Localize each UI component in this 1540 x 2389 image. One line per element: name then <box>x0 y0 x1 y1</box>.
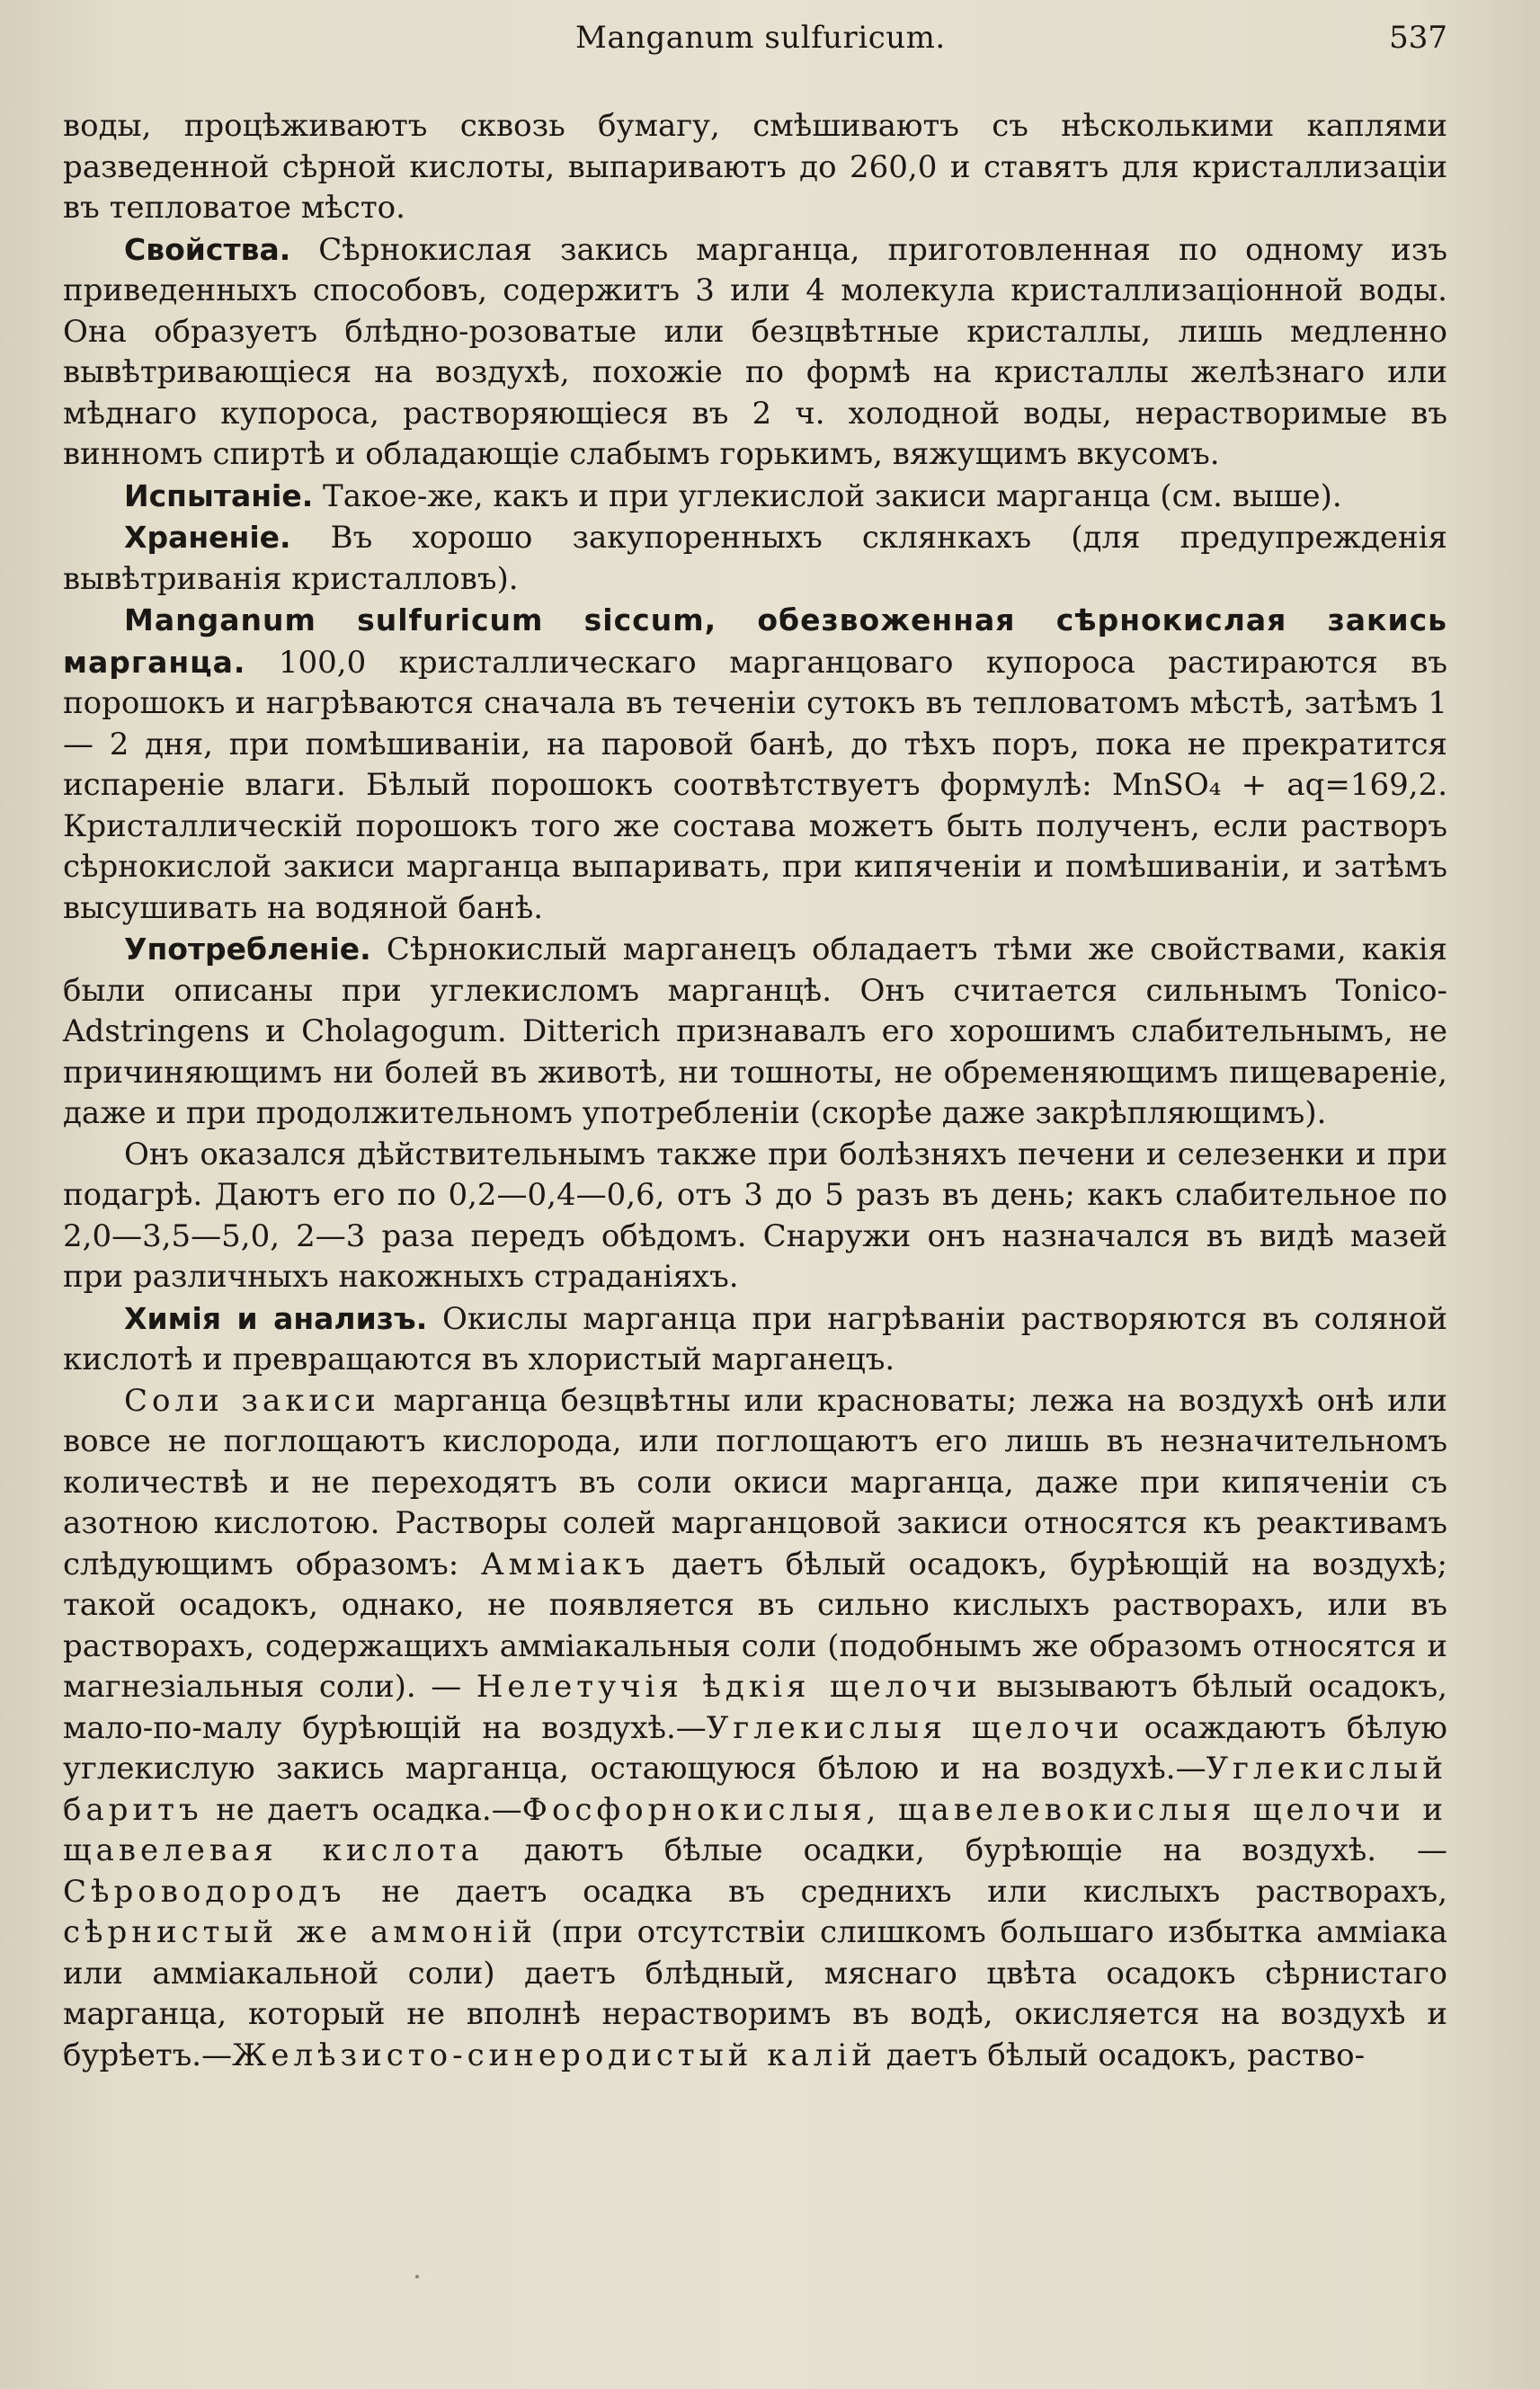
paper-speck <box>415 2275 419 2278</box>
paragraph-usage <box>63 929 1447 1135</box>
spaced-term: Фосфорнокислыя, щавелевокислыя щелочи и щавелевая кислота <box>63 1791 1447 1868</box>
section-heading-properties: Свойства. <box>124 231 291 267</box>
spaced-term: Нелетучія ѣдкія щелочи <box>476 1669 982 1705</box>
paragraph-properties <box>63 229 1447 476</box>
paragraph-testing <box>63 476 1447 518</box>
running-title: Manganum sulfuricum. <box>575 20 946 56</box>
spaced-term: Соли закиси <box>124 1382 380 1419</box>
paragraph-text: Сѣрнокислая закись марганца, приготовленная по одному изъ приведенныхъ способовъ, содержитъ 3 или 4 молекула кристаллизаціонной воды. Она образуетъ блѣдно-розоватые или безцвѣтные кристаллы, лишь медленно вывѣтривающіеся на воздухѣ, похожіе по формѣ на кристаллы желѣзнаго или мѣднаго купороса, растворяющіеся въ 2 ч. холодной воды, нерастворимые въ винномъ спиртѣ и обладающіе слабымъ горькимъ, вяжущимъ вкусомъ. <box>63 231 1447 472</box>
paragraph-text: марганца безцвѣтны или красноваты; лежа на воздухѣ онѣ или вовсе не поглощаютъ кислорода, или поглощаютъ его лишь въ незначительномъ количествѣ и не переходятъ въ соли окиси марганца, даже при кипяченіи съ азотною кислотою. Растворы солей марганцовой закиси относятся къ реактивамъ слѣдующимъ образомъ: <box>63 1382 1447 1582</box>
section-heading-storage: Храненіе. <box>124 520 291 555</box>
paragraph-text: даетъ бѣлый осадокъ, бурѣющій на воздухѣ; такой осадокъ, однако, не появляется въ сильно кислыхъ растворахъ, или въ растворахъ, содержащихъ амміакальныя соли (подобнымъ же образомъ относятся и магнезіальныя соли). — <box>63 1546 1447 1705</box>
section-heading-testing: Испытаніе. <box>124 477 314 513</box>
spaced-term: Углекислый баритъ <box>63 1751 1447 1828</box>
spaced-term: Желѣзисто-синеродистый калій <box>232 2037 877 2073</box>
paragraph-text: не даетъ осадка въ среднихъ или кислыхъ растворахъ, <box>345 1873 1447 1910</box>
page-header <box>63 20 1447 65</box>
paragraph-dosage: Онъ оказался дѣйствительнымъ также при болѣзняхъ печени и селезенки и при подагрѣ. Даютъ его по 0,2—0,4—0,6, отъ 3 до 5 разъ въ день; какъ слабительное по 2,0—3,5—5,0, 2—3 раза передъ обѣдомъ. Снаружи онъ назначался въ видѣ мазей при различныхъ накожныхъ страданіяхъ. <box>63 1136 1447 1295</box>
spaced-term: Амміакъ <box>480 1546 650 1582</box>
paragraph-text: даетъ бѣлый осадокъ, раство- <box>876 2037 1366 2073</box>
paragraph-text: вызываютъ бѣлый осадокъ, мало-по-малу бурѣющій на воздухѣ.— <box>63 1669 1447 1746</box>
section-heading-usage: Употребленіе. <box>124 932 371 967</box>
paragraph-siccum <box>63 600 1447 929</box>
paragraph-reactions <box>63 1381 1447 2077</box>
spaced-term: Углекислыя щелочи <box>706 1709 1124 1746</box>
article-body <box>63 106 1447 2076</box>
paragraph-text: осаждаютъ бѣлую углекислую закись марганца, остающуюся бѣлою и на воздухѣ.— <box>63 1709 1447 1787</box>
paragraph-text: (при отсутствіи слишкомъ большаго избытка амміака или амміакальной соли) даетъ блѣдный, мяснаго цвѣта осадокъ сѣрнистаго марганца, который не вполнѣ нерастворимъ въ водѣ, окисляется на воздухѣ и бурѣетъ.— <box>63 1914 1447 2073</box>
spaced-term: сѣрнистый же аммоній <box>63 1914 537 1950</box>
paragraph-text: не даетъ осадка.— <box>202 1791 522 1828</box>
paragraph-text: Окислы марганца при нагрѣваніи растворяются въ соляной кислотѣ и превращаются въ хлористый марганецъ. <box>63 1300 1447 1377</box>
paragraph-text: Такое-же, какъ и при углекислой закиси марганца (см. выше). <box>313 477 1342 514</box>
paragraph-continuation: воды, процѣживаютъ сквозь бумагу, смѣшиваютъ съ нѣсколькими каплями разведенной сѣрной кислоты, выпариваютъ до 260,0 и ставятъ для кристаллизаціи въ тепловатое мѣсто. <box>63 108 1447 226</box>
page-number: 537 <box>1389 20 1447 56</box>
paragraph-text: 100,0 кристаллическаго марганцоваго купороса растираются въ порошокъ и нагрѣваются сначала въ теченіи сутокъ въ тепловатомъ мѣстѣ, затѣмъ 1 — 2 дня, при помѣшиваніи, на паровой банѣ, до тѣхъ поръ, пока не прекратится испареніе влаги. Бѣлый порошокъ соотвѣтствуетъ формулѣ: MnSO₄ + aq=169,2. Кристаллическій порошокъ того же состава можетъ быть полученъ, если растворъ сѣрнокислой закиси марганца выпаривать, при кипяченіи и помѣшиваніи, и затѣмъ высушивать на водяной банѣ. <box>63 644 1447 926</box>
paragraph-chemistry <box>63 1298 1447 1381</box>
paragraph-text: Въ хорошо закупоренныхъ склянкахъ (для предупрежденія вывѣтриванія кристалловъ). <box>63 520 1447 597</box>
section-heading-chemistry: Химія и анализъ. <box>124 1300 428 1336</box>
paragraph-text: даютъ бѣлые осадки, бурѣющіе на воздухѣ. — <box>483 1832 1447 1868</box>
paragraph-storage <box>63 517 1447 600</box>
section-heading-siccum: Manganum sulfuricum siccum, обезвоженная сѣрнокислая закись марганца. <box>63 602 1447 680</box>
spaced-term: Сѣроводородъ <box>63 1873 346 1910</box>
paragraph-text: Сѣрнокислый марганецъ обладаетъ тѣми же свойствами, какія были описаны при углекисломъ марганцѣ. Онъ считается сильнымъ Tonico-Adstringens и Cholagogum. Ditterich признавалъ его хорошимъ слабительнымъ, не причиняющимъ ни болей въ животѣ, ни тошноты, не обременяющимъ пищевареніе, даже и при продолжительномъ употребленіи (скорѣе даже закрѣпляющимъ). <box>63 932 1447 1131</box>
